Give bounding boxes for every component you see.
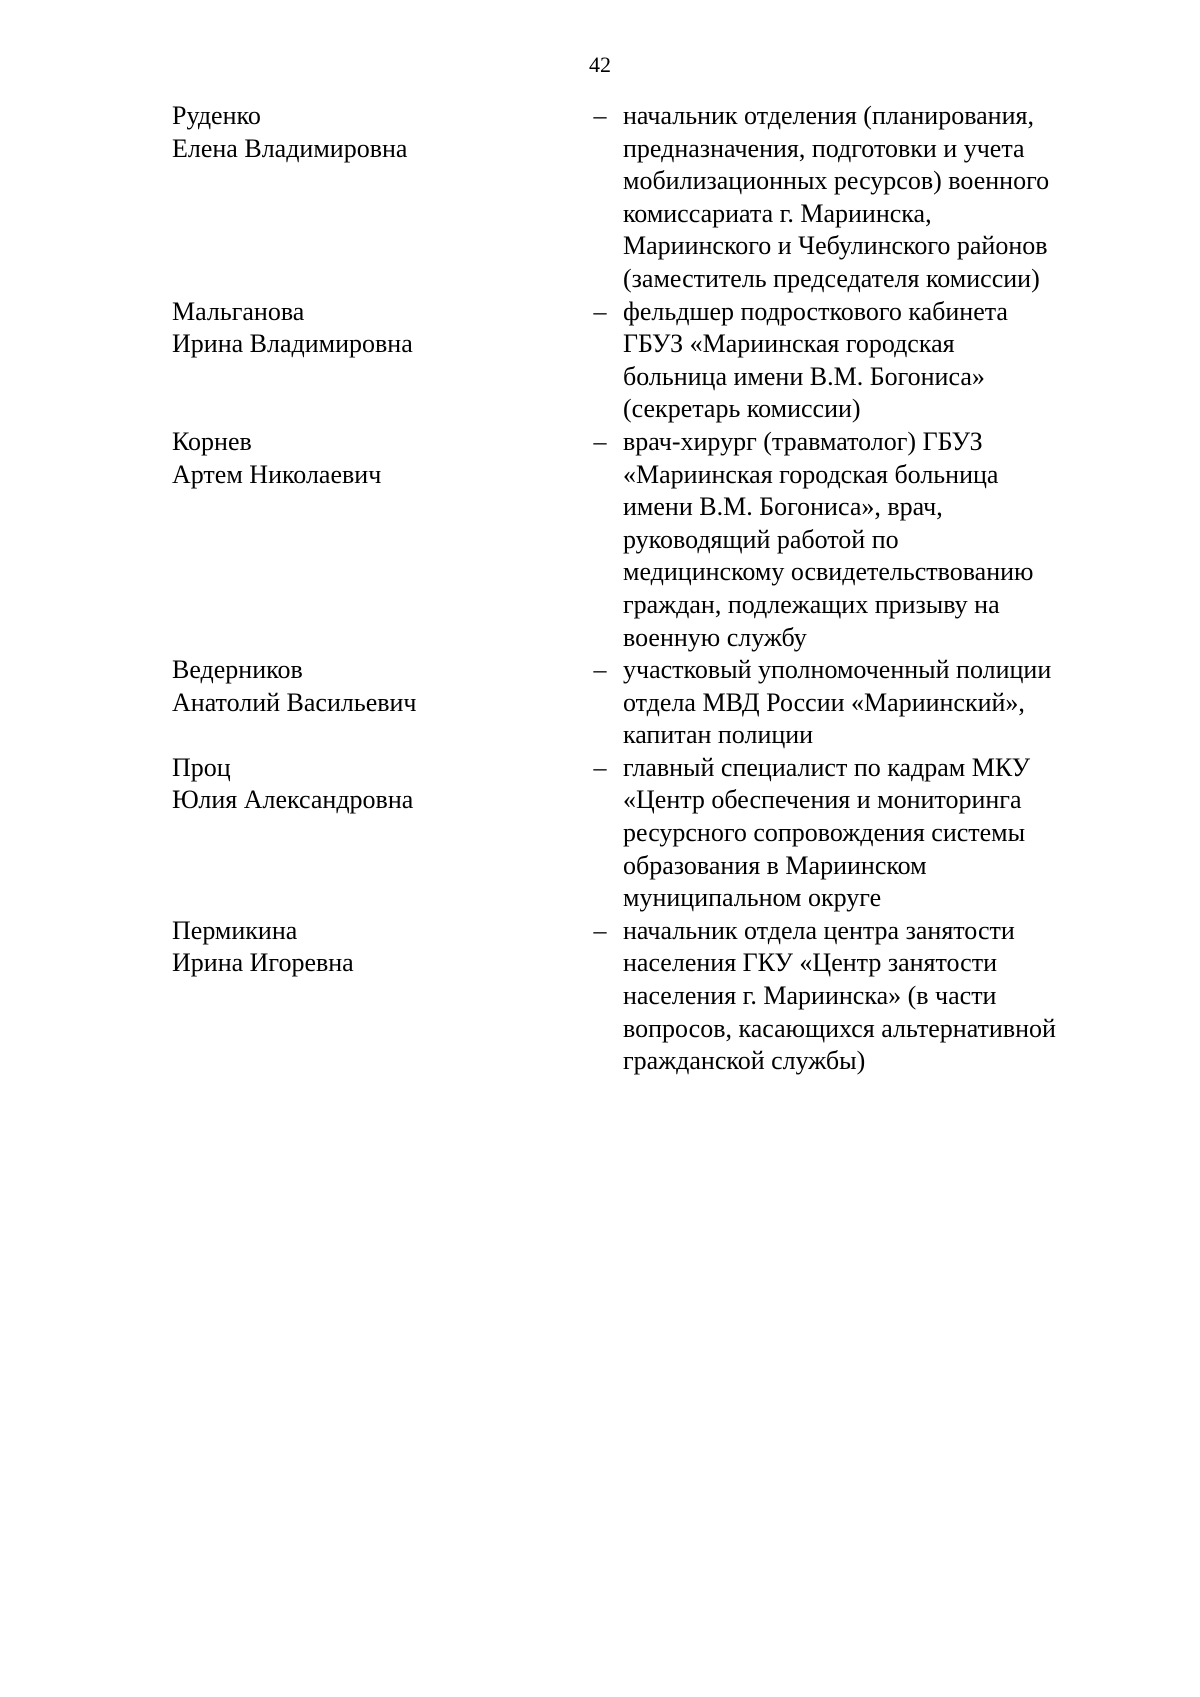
role-line: отдела МВД России «Мариинский», xyxy=(623,687,1025,717)
role-line: ГБУЗ «Мариинская городская xyxy=(623,329,955,359)
role-line: участковый уполномоченный полиции xyxy=(623,655,1052,685)
member-dash: – xyxy=(593,296,607,326)
member-surname: Проц xyxy=(172,752,231,782)
role-line: начальник отделения (планирования, xyxy=(623,101,1034,130)
member-entry xyxy=(172,915,1092,1078)
member-dash: – xyxy=(593,655,607,685)
member-dash: – xyxy=(593,915,607,945)
role-line: больница имени В.М. Богониса» xyxy=(623,361,985,391)
role-line: предназначения, подготовки и учета xyxy=(623,133,1025,163)
role-line: капитан полиции xyxy=(623,720,814,750)
member-entry xyxy=(172,100,1092,296)
member-entry xyxy=(172,752,1092,915)
page-number: 42 xyxy=(589,52,611,77)
member-given-names: Анатолий Васильевич xyxy=(172,687,417,717)
role-line: населения г. Мариинска» (в части xyxy=(623,981,997,1011)
role-line: граждан, подлежащих призыву на xyxy=(623,589,1000,619)
member-surname: Руденко xyxy=(172,101,261,130)
member-name xyxy=(172,296,577,426)
member-surname: Корнев xyxy=(172,426,252,456)
member-entry xyxy=(172,654,1092,752)
member-entry xyxy=(172,296,1092,426)
role-line: медицинскому освидетельствованию xyxy=(623,557,1034,587)
role-line: гражданской службы) xyxy=(623,1046,866,1076)
role-line: начальник отдела центра занятости xyxy=(623,915,1015,945)
role-line: муниципальном округе xyxy=(623,883,882,913)
member-given-names: Елена Владимировна xyxy=(172,133,408,163)
member-name xyxy=(172,915,577,1078)
role-line: «Центр обеспечения и мониторинга xyxy=(623,785,1022,815)
role-line: мобилизационных ресурсов) военного xyxy=(623,166,1050,196)
member-surname: Пермикина xyxy=(172,915,298,945)
member-name xyxy=(172,752,577,915)
member-given-names: Ирина Игоревна xyxy=(172,948,354,978)
member-dash: – xyxy=(593,752,607,782)
role-line: «Мариинская городская больница xyxy=(623,459,999,489)
member-dash: – xyxy=(593,101,607,130)
role-line: врач-хирург (травматолог) ГБУЗ xyxy=(623,426,983,456)
member-role xyxy=(623,915,1058,1078)
commission-member-list xyxy=(172,100,1092,1078)
member-dash: – xyxy=(593,426,607,456)
role-line: главный специалист по кадрам МКУ xyxy=(623,752,1031,782)
role-line: фельдшер подросткового кабинета xyxy=(623,296,1008,326)
role-line: военную службу xyxy=(623,622,807,652)
member-given-names: Юлия Александровна xyxy=(172,785,414,815)
role-line: руководящий работой по xyxy=(623,524,899,554)
role-line: (заместитель председателя комиссии) xyxy=(623,263,1040,293)
role-line: (секретарь комиссии) xyxy=(623,394,861,424)
role-line: Мариинского и Чебулинского районов xyxy=(623,231,1048,261)
member-role xyxy=(623,654,1058,752)
role-line: ресурсного сопровождения системы xyxy=(623,818,1026,848)
member-name xyxy=(172,654,577,752)
role-line: комиссариата г. Мариинска, xyxy=(623,198,932,228)
member-name xyxy=(172,100,577,296)
member-role xyxy=(623,100,1058,296)
member-surname: Мальганова xyxy=(172,296,305,326)
role-line: вопросов, касающихся альтернативной xyxy=(623,1013,1056,1043)
member-name xyxy=(172,426,577,654)
member-role xyxy=(623,752,1058,915)
member-role xyxy=(623,296,1058,426)
role-line: имени В.М. Богониса», врач, xyxy=(623,492,943,522)
member-entry xyxy=(172,426,1092,654)
member-given-names: Ирина Владимировна xyxy=(172,329,413,359)
member-role xyxy=(623,426,1058,654)
role-line: образования в Мариинском xyxy=(623,850,927,880)
member-surname: Ведерников xyxy=(172,655,303,685)
member-given-names: Артем Николаевич xyxy=(172,459,382,489)
role-line: населения ГКУ «Центр занятости xyxy=(623,948,997,978)
